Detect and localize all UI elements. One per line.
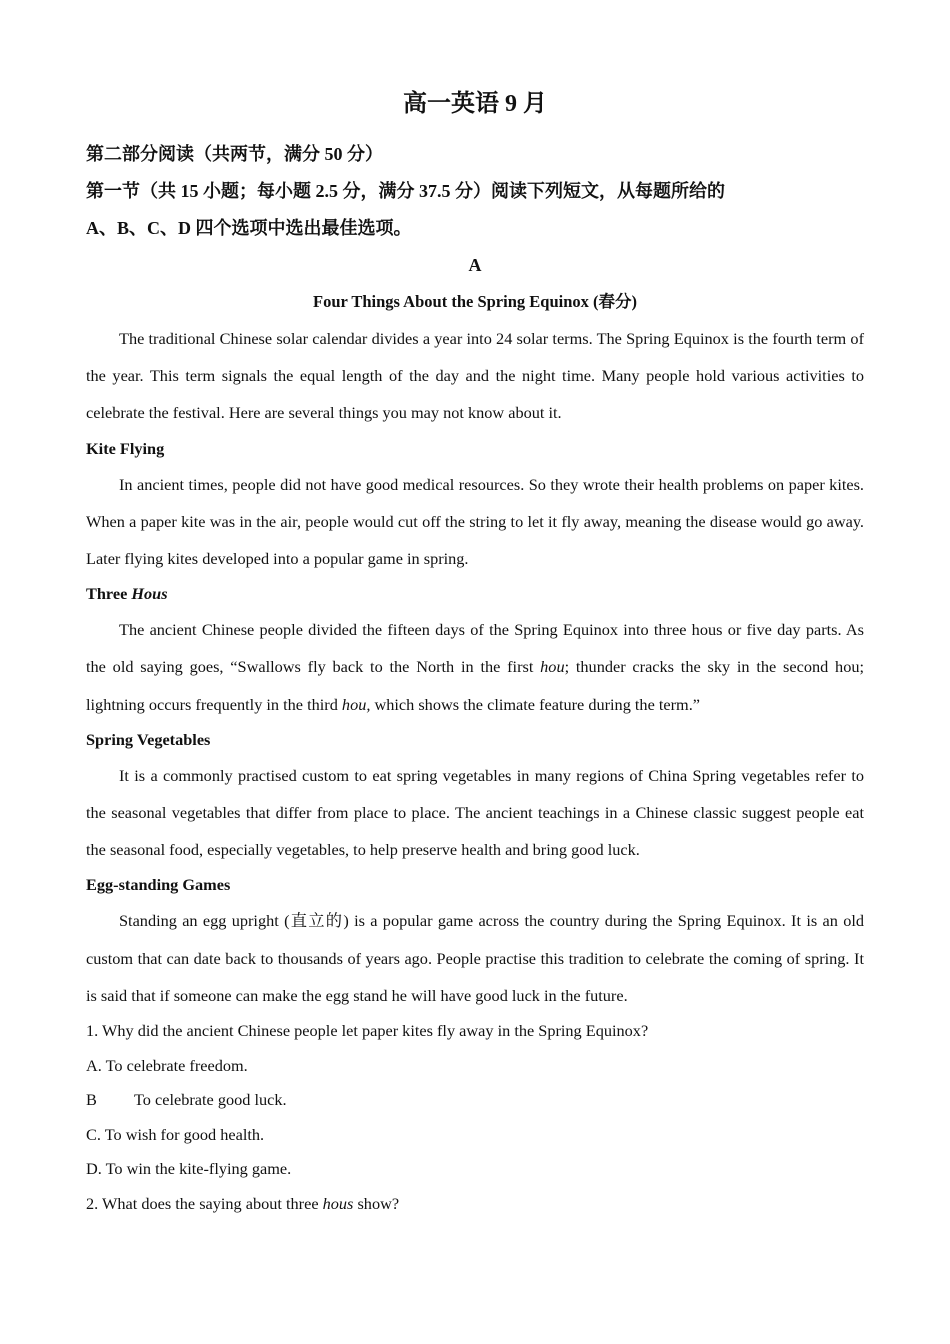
text-part: which shows the climate feature during the term.” — [370, 694, 701, 714]
option-b-letter: B — [86, 1090, 97, 1110]
text-part: ; thunder cracks the sky in the second hou; lightning occurs frequently in the third — [86, 657, 864, 714]
section-heading-kite-flying: Kite Flying — [86, 438, 165, 458]
question-1-option-d: D. To win the kite-flying game. — [86, 1159, 292, 1179]
section-text-kite-flying: In ancient times, people did not have good medical resources. So they wrote their health problems on paper kites. When a paper kite was in the air, people would cut off the string to let it fly away, meaning the disease would go away. Later flying kites developed into a popular game in spring. — [86, 474, 864, 569]
part-heading: 第二部分阅读（共两节，满分 50 分） — [86, 144, 383, 164]
passage-title: Four Things About the Spring Equinox (春分) — [313, 292, 637, 311]
page-title: 高一英语 9 月 — [403, 91, 547, 117]
section-heading-egg-standing: Egg-standing Games — [86, 875, 231, 895]
question-1-stem: 1. Why did the ancient Chinese people let paper kites fly away in the Spring Equinox? — [86, 1021, 649, 1041]
stem-part: show? — [353, 1193, 400, 1213]
section-text-three-hous — [86, 611, 864, 723]
text-italic: hou — [540, 657, 565, 677]
passage-intro: The traditional Chinese solar calendar divides a year into 24 solar terms. The Spring Equinox is the fourth term of the year. This term signals the equal length of the day and the night time. Many people hold various activities to celebrate the festival. Here are several things you may not know about it. — [86, 329, 864, 423]
section-heading-spring-vegetables: Spring Vegetables — [86, 729, 211, 749]
heading-italic: Hous — [131, 584, 168, 604]
passage-letter: A — [468, 255, 482, 275]
text-italic: hou, — [341, 694, 371, 714]
stem-italic: hous — [322, 1193, 354, 1213]
instruction-line-2: A、B、C、D 四个选项中选出最佳选项。 — [86, 218, 412, 238]
question-1-option-c: C. To wish for good health. — [86, 1124, 265, 1144]
question-1-option-b — [86, 1083, 864, 1118]
question-2-stem — [86, 1187, 864, 1222]
heading-plain: Three — [86, 584, 132, 604]
stem-part: 2. What does the saying about three — [86, 1193, 323, 1213]
instruction-line-1: 第一节（共 15 小题；每小题 2.5 分，满分 37.5 分）阅读下列短文，从每题所给的 — [86, 181, 725, 201]
section-heading-three-hous — [86, 577, 864, 611]
question-1-option-a: A. To celebrate freedom. — [86, 1055, 248, 1075]
document-page — [86, 86, 864, 1221]
option-b-text: To celebrate good luck. — [134, 1090, 287, 1110]
section-text-egg-standing: Standing an egg upright (直立的) is a popular game across the country during the Spring Equinox. It is an old custom that can date back to thousands of years ago. People practise this tradition to celebrate the coming of spring. It is said that if someone can make the egg stand he will have good luck in the future. — [86, 911, 864, 1005]
text-part: The ancient Chinese people divided the fifteen days of the Spring Equinox into three hous or five day parts. As the old saying goes, “Swallows fly back to the North in the first — [86, 620, 864, 677]
section-text-spring-vegetables: It is a commonly practised custom to eat spring vegetables in many regions of China Spring vegetables refer to the seasonal vegetables that differ from place to place. The ancient teachings in a Chinese classic suggest people eat the seasonal food, especially vegetables, to help preserve health and bring good luck. — [86, 765, 864, 860]
